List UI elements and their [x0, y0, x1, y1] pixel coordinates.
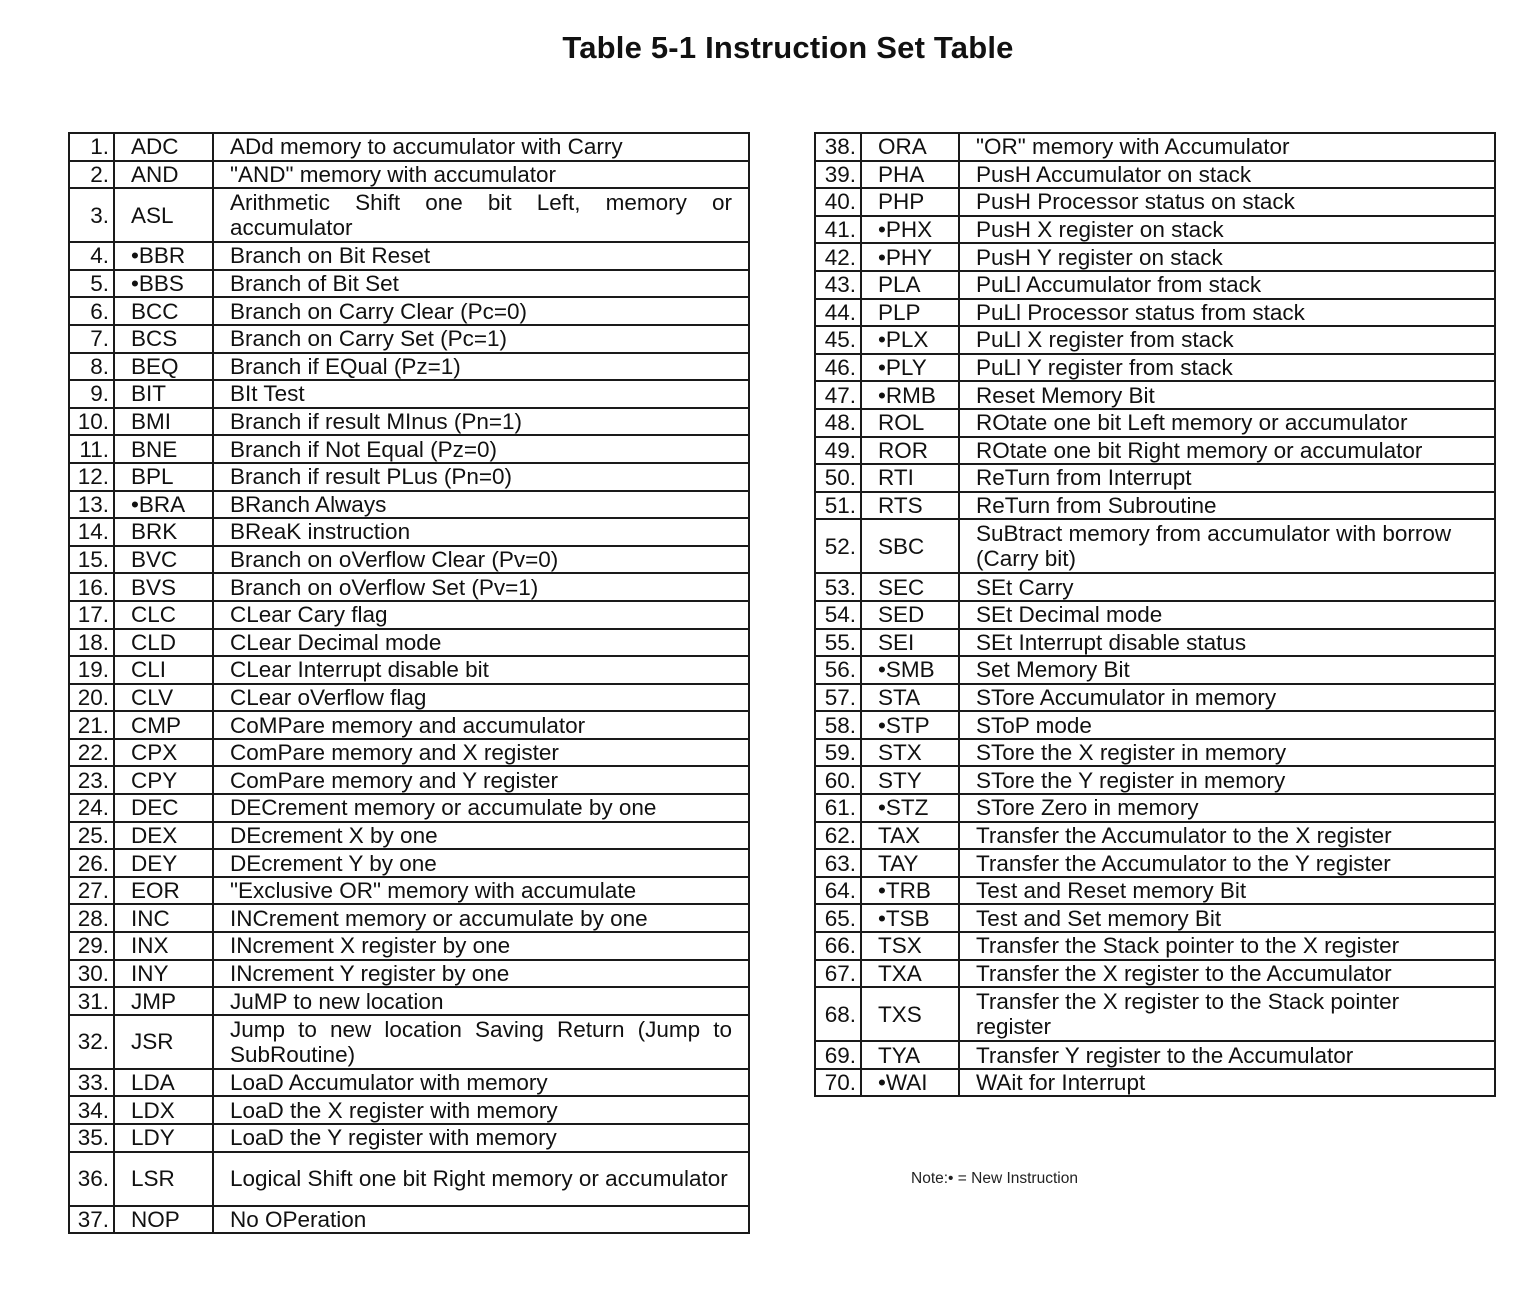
instruction-number: 11.	[69, 435, 114, 463]
instruction-description: No OPeration	[213, 1206, 749, 1234]
instruction-description: SuBtract memory from accumulator with borrow (Carry bit)	[959, 519, 1495, 573]
table-row	[815, 409, 1495, 437]
instruction-description: Set Memory Bit	[959, 656, 1495, 684]
instruction-mnemonic: DEY	[114, 849, 213, 877]
instruction-mnemonic: TSX	[861, 932, 959, 960]
instruction-number: 61.	[815, 794, 861, 822]
instruction-mnemonic: •STZ	[861, 794, 959, 822]
table-row	[815, 1069, 1495, 1097]
table-row	[815, 326, 1495, 354]
instruction-description: SToP mode	[959, 711, 1495, 739]
instruction-number: 66.	[815, 932, 861, 960]
table-row	[69, 822, 749, 850]
instruction-number: 67.	[815, 960, 861, 988]
instruction-description: Transfer the Stack pointer to the X register	[959, 932, 1495, 960]
table-row	[69, 877, 749, 905]
instruction-number: 70.	[815, 1069, 861, 1097]
instruction-description: BReaK instruction	[213, 518, 749, 546]
instruction-number: 59.	[815, 739, 861, 767]
instruction-number: 2.	[69, 161, 114, 189]
instruction-number: 31.	[69, 987, 114, 1015]
table-row	[815, 822, 1495, 850]
instruction-mnemonic: DEC	[114, 794, 213, 822]
instruction-mnemonic: LSR	[114, 1152, 213, 1206]
table-row	[815, 437, 1495, 465]
table-row	[815, 161, 1495, 189]
table-row	[69, 1015, 749, 1069]
instruction-description: CoMPare memory and accumulator	[213, 711, 749, 739]
instruction-description: SEt Carry	[959, 573, 1495, 601]
instruction-number: 28.	[69, 904, 114, 932]
instruction-number: 7.	[69, 325, 114, 353]
instruction-description: Test and Set memory Bit	[959, 904, 1495, 932]
instruction-mnemonic: RTS	[861, 492, 959, 520]
instruction-mnemonic: BCS	[114, 325, 213, 353]
instruction-number: 21.	[69, 711, 114, 739]
table-row	[69, 1206, 749, 1234]
instruction-mnemonic: CLV	[114, 684, 213, 712]
instruction-number: 42.	[815, 243, 861, 271]
table-row	[815, 464, 1495, 492]
instruction-mnemonic: BVS	[114, 573, 213, 601]
instruction-number: 53.	[815, 573, 861, 601]
table-row	[69, 739, 749, 767]
table-row	[69, 518, 749, 546]
instruction-description: INcrement X register by one	[213, 932, 749, 960]
instruction-number: 20.	[69, 684, 114, 712]
instruction-number: 47.	[815, 381, 861, 409]
instruction-number: 57.	[815, 684, 861, 712]
instruction-number: 56.	[815, 656, 861, 684]
instruction-mnemonic: •TSB	[861, 904, 959, 932]
table-row	[815, 877, 1495, 905]
table-row	[815, 216, 1495, 244]
table-row	[69, 188, 749, 242]
instruction-number: 55.	[815, 629, 861, 657]
instruction-number: 8.	[69, 353, 114, 381]
instruction-description: DEcrement X by one	[213, 822, 749, 850]
table-row	[69, 297, 749, 325]
instruction-mnemonic: PLA	[861, 271, 959, 299]
table-row	[815, 849, 1495, 877]
instruction-number: 43.	[815, 271, 861, 299]
table-row	[69, 849, 749, 877]
instruction-description: LoaD Accumulator with memory	[213, 1069, 749, 1097]
instruction-number: 14.	[69, 518, 114, 546]
instruction-mnemonic: NOP	[114, 1206, 213, 1234]
instruction-mnemonic: RTI	[861, 464, 959, 492]
instruction-mnemonic: •STP	[861, 711, 959, 739]
table-row	[815, 684, 1495, 712]
instruction-number: 65.	[815, 904, 861, 932]
instruction-description: Transfer the X register to the Stack pointer register	[959, 987, 1495, 1041]
instruction-mnemonic: ORA	[861, 133, 959, 161]
instruction-description: ROtate one bit Left memory or accumulator	[959, 409, 1495, 437]
table-row	[69, 1096, 749, 1124]
instruction-number: 36.	[69, 1152, 114, 1206]
instruction-description: Branch on oVerflow Set (Pv=1)	[213, 573, 749, 601]
instruction-mnemonic: •SMB	[861, 656, 959, 684]
instruction-description: PusH X register on stack	[959, 216, 1495, 244]
instruction-mnemonic: •PHX	[861, 216, 959, 244]
instruction-mnemonic: ASL	[114, 188, 213, 242]
instruction-description: Branch on Carry Set (Pc=1)	[213, 325, 749, 353]
table-row	[69, 766, 749, 794]
instruction-number: 64.	[815, 877, 861, 905]
instruction-number: 37.	[69, 1206, 114, 1234]
instruction-mnemonic: EOR	[114, 877, 213, 905]
instruction-description: BIt Test	[213, 380, 749, 408]
instruction-number: 46.	[815, 354, 861, 382]
instruction-number: 16.	[69, 573, 114, 601]
instruction-description: STore Accumulator in memory	[959, 684, 1495, 712]
table-body-right	[815, 133, 1495, 1096]
instruction-number: 5.	[69, 270, 114, 298]
table-row	[69, 1152, 749, 1206]
table-row	[69, 491, 749, 519]
table-row	[69, 601, 749, 629]
instruction-description: INcrement Y register by one	[213, 960, 749, 988]
instruction-number: 23.	[69, 766, 114, 794]
instruction-number: 48.	[815, 409, 861, 437]
instruction-description: CLear Decimal mode	[213, 629, 749, 657]
instruction-number: 40.	[815, 188, 861, 216]
table-row	[69, 435, 749, 463]
instruction-description: ReTurn from Subroutine	[959, 492, 1495, 520]
instruction-description: PusH Accumulator on stack	[959, 161, 1495, 189]
instruction-number: 50.	[815, 464, 861, 492]
instruction-number: 45.	[815, 326, 861, 354]
instruction-mnemonic: TYA	[861, 1041, 959, 1069]
table-row	[815, 573, 1495, 601]
instruction-number: 68.	[815, 987, 861, 1041]
table-row	[815, 492, 1495, 520]
instruction-number: 10.	[69, 408, 114, 436]
instruction-mnemonic: JMP	[114, 987, 213, 1015]
instruction-mnemonic: TAY	[861, 849, 959, 877]
instruction-number: 63.	[815, 849, 861, 877]
instruction-mnemonic: SEI	[861, 629, 959, 657]
instruction-mnemonic: AND	[114, 161, 213, 189]
instruction-mnemonic: •RMB	[861, 381, 959, 409]
instruction-mnemonic: SED	[861, 601, 959, 629]
table-row	[815, 271, 1495, 299]
instruction-number: 1.	[69, 133, 114, 161]
table-row	[69, 656, 749, 684]
instruction-number: 38.	[815, 133, 861, 161]
table-row	[69, 270, 749, 298]
instruction-mnemonic: ADC	[114, 133, 213, 161]
instruction-table-left	[68, 132, 750, 1234]
instruction-mnemonic: ROR	[861, 437, 959, 465]
instruction-mnemonic: BNE	[114, 435, 213, 463]
instruction-description: Branch on oVerflow Clear (Pv=0)	[213, 546, 749, 574]
instruction-mnemonic: BCC	[114, 297, 213, 325]
instruction-description: PuLl X register from stack	[959, 326, 1495, 354]
instruction-mnemonic: PHA	[861, 161, 959, 189]
instruction-number: 13.	[69, 491, 114, 519]
instruction-number: 34.	[69, 1096, 114, 1124]
instruction-number: 69.	[815, 1041, 861, 1069]
instruction-description: Branch if Not Equal (Pz=0)	[213, 435, 749, 463]
instruction-mnemonic: LDY	[114, 1124, 213, 1152]
footnote-new-instruction: Note:• = New Instruction	[911, 1170, 1078, 1187]
instruction-description: STore the Y register in memory	[959, 766, 1495, 794]
instruction-description: Transfer the Accumulator to the Y register	[959, 849, 1495, 877]
instruction-number: 51.	[815, 492, 861, 520]
table-row	[69, 463, 749, 491]
instruction-mnemonic: CLD	[114, 629, 213, 657]
instruction-mnemonic: INC	[114, 904, 213, 932]
instruction-description: Jump to new location Saving Return (Jump to SubRoutine)	[213, 1015, 749, 1069]
table-row	[69, 960, 749, 988]
table-row	[69, 904, 749, 932]
instruction-description: ROtate one bit Right memory or accumulator	[959, 437, 1495, 465]
instruction-description: SEt Interrupt disable status	[959, 629, 1495, 657]
table-row	[815, 904, 1495, 932]
instruction-mnemonic: •TRB	[861, 877, 959, 905]
instruction-description: LoaD the X register with memory	[213, 1096, 749, 1124]
instruction-mnemonic: •BBS	[114, 270, 213, 298]
table-row	[69, 1069, 749, 1097]
instruction-mnemonic: DEX	[114, 822, 213, 850]
instruction-description: LoaD the Y register with memory	[213, 1124, 749, 1152]
instruction-mnemonic: •PHY	[861, 243, 959, 271]
table-row	[815, 1041, 1495, 1069]
table-row	[815, 188, 1495, 216]
instruction-number: 24.	[69, 794, 114, 822]
instruction-mnemonic: BIT	[114, 380, 213, 408]
instruction-number: 52.	[815, 519, 861, 573]
instruction-mnemonic: ROL	[861, 409, 959, 437]
instruction-description: Branch on Bit Reset	[213, 242, 749, 270]
instruction-description: Arithmetic Shift one bit Left, memory or accumulator	[213, 188, 749, 242]
instruction-mnemonic: PLP	[861, 299, 959, 327]
instruction-description: Branch if result MInus (Pn=1)	[213, 408, 749, 436]
table-body-left	[69, 133, 749, 1233]
instruction-mnemonic: BEQ	[114, 353, 213, 381]
instruction-mnemonic: STX	[861, 739, 959, 767]
instruction-description: Reset Memory Bit	[959, 381, 1495, 409]
instruction-number: 62.	[815, 822, 861, 850]
instruction-mnemonic: PHP	[861, 188, 959, 216]
table-row	[69, 546, 749, 574]
table-row	[69, 629, 749, 657]
table-row	[69, 133, 749, 161]
instruction-description: CLear Cary flag	[213, 601, 749, 629]
instruction-description: PuLl Accumulator from stack	[959, 271, 1495, 299]
instruction-description: INCrement memory or accumulate by one	[213, 904, 749, 932]
instruction-number: 33.	[69, 1069, 114, 1097]
instruction-mnemonic: JSR	[114, 1015, 213, 1069]
instruction-number: 54.	[815, 601, 861, 629]
instruction-number: 25.	[69, 822, 114, 850]
table-row	[69, 684, 749, 712]
instruction-description: JuMP to new location	[213, 987, 749, 1015]
table-row	[69, 711, 749, 739]
table-row	[815, 794, 1495, 822]
table-row	[69, 987, 749, 1015]
instruction-description: PusH Processor status on stack	[959, 188, 1495, 216]
instruction-number: 60.	[815, 766, 861, 794]
instruction-mnemonic: •PLY	[861, 354, 959, 382]
instruction-number: 3.	[69, 188, 114, 242]
instruction-description: Branch on Carry Clear (Pc=0)	[213, 297, 749, 325]
table-row	[815, 987, 1495, 1041]
table-row	[69, 242, 749, 270]
instruction-number: 17.	[69, 601, 114, 629]
instruction-mnemonic: INX	[114, 932, 213, 960]
instruction-mnemonic: BRK	[114, 518, 213, 546]
instruction-description: ReTurn from Interrupt	[959, 464, 1495, 492]
instruction-mnemonic: TXS	[861, 987, 959, 1041]
instruction-mnemonic: BPL	[114, 463, 213, 491]
instruction-description: BRanch Always	[213, 491, 749, 519]
table-row	[69, 1124, 749, 1152]
table-row	[69, 932, 749, 960]
instruction-number: 4.	[69, 242, 114, 270]
instruction-description: WAit for Interrupt	[959, 1069, 1495, 1097]
instruction-number: 41.	[815, 216, 861, 244]
instruction-number: 12.	[69, 463, 114, 491]
instruction-mnemonic: CPY	[114, 766, 213, 794]
instruction-mnemonic: SEC	[861, 573, 959, 601]
instruction-mnemonic: BVC	[114, 546, 213, 574]
instruction-mnemonic: CLI	[114, 656, 213, 684]
instruction-mnemonic: CLC	[114, 601, 213, 629]
instruction-mnemonic: STY	[861, 766, 959, 794]
instruction-description: Transfer Y register to the Accumulator	[959, 1041, 1495, 1069]
instruction-description: Logical Shift one bit Right memory or accumulator	[213, 1152, 749, 1206]
instruction-description: "OR" memory with Accumulator	[959, 133, 1495, 161]
instruction-number: 29.	[69, 932, 114, 960]
instruction-description: Branch of Bit Set	[213, 270, 749, 298]
table-row	[69, 353, 749, 381]
instruction-description: STore the X register in memory	[959, 739, 1495, 767]
instruction-number: 26.	[69, 849, 114, 877]
instruction-mnemonic: LDX	[114, 1096, 213, 1124]
instruction-mnemonic: CPX	[114, 739, 213, 767]
instruction-description: SEt Decimal mode	[959, 601, 1495, 629]
instruction-description: Branch if EQual (Pz=1)	[213, 353, 749, 381]
instruction-description: Transfer the Accumulator to the X register	[959, 822, 1495, 850]
instruction-mnemonic: BMI	[114, 408, 213, 436]
table-row	[815, 601, 1495, 629]
instruction-number: 9.	[69, 380, 114, 408]
instruction-table-right	[814, 132, 1496, 1097]
instruction-description: "AND" memory with accumulator	[213, 161, 749, 189]
instruction-description: ComPare memory and Y register	[213, 766, 749, 794]
instruction-number: 15.	[69, 546, 114, 574]
instruction-description: ADd memory to accumulator with Carry	[213, 133, 749, 161]
instruction-number: 39.	[815, 161, 861, 189]
instruction-number: 6.	[69, 297, 114, 325]
instruction-mnemonic: •WAI	[861, 1069, 959, 1097]
instruction-mnemonic: INY	[114, 960, 213, 988]
instruction-mnemonic: SBC	[861, 519, 959, 573]
table-row	[815, 354, 1495, 382]
instruction-number: 27.	[69, 877, 114, 905]
instruction-description: DECrement memory or accumulate by one	[213, 794, 749, 822]
instruction-number: 19.	[69, 656, 114, 684]
instruction-number: 32.	[69, 1015, 114, 1069]
instruction-description: CLear Interrupt disable bit	[213, 656, 749, 684]
instruction-description: "Exclusive OR" memory with accumulate	[213, 877, 749, 905]
instruction-mnemonic: •PLX	[861, 326, 959, 354]
table-row	[815, 711, 1495, 739]
instruction-description: STore Zero in memory	[959, 794, 1495, 822]
instruction-description: PuLl Y register from stack	[959, 354, 1495, 382]
table-row	[69, 161, 749, 189]
instruction-description: ComPare memory and X register	[213, 739, 749, 767]
table-row	[815, 739, 1495, 767]
instruction-mnemonic: TXA	[861, 960, 959, 988]
instruction-description: CLear oVerflow flag	[213, 684, 749, 712]
table-row	[815, 381, 1495, 409]
instruction-mnemonic: •BRA	[114, 491, 213, 519]
instruction-mnemonic: STA	[861, 684, 959, 712]
table-row	[69, 325, 749, 353]
instruction-number: 22.	[69, 739, 114, 767]
table-row	[69, 380, 749, 408]
instruction-description: Branch if result PLus (Pn=0)	[213, 463, 749, 491]
page-title: Table 5-1 Instruction Set Table	[562, 30, 1014, 65]
table-row	[815, 766, 1495, 794]
instruction-number: 58.	[815, 711, 861, 739]
instruction-mnemonic: LDA	[114, 1069, 213, 1097]
instruction-mnemonic: •BBR	[114, 242, 213, 270]
table-row	[815, 656, 1495, 684]
table-row	[815, 960, 1495, 988]
instruction-mnemonic: TAX	[861, 822, 959, 850]
table-row	[69, 794, 749, 822]
instruction-number: 49.	[815, 437, 861, 465]
table-row	[815, 133, 1495, 161]
instruction-mnemonic: CMP	[114, 711, 213, 739]
instruction-description: PusH Y register on stack	[959, 243, 1495, 271]
instruction-description: DEcrement Y by one	[213, 849, 749, 877]
table-row	[815, 932, 1495, 960]
instruction-number: 18.	[69, 629, 114, 657]
table-row	[815, 299, 1495, 327]
instruction-number: 44.	[815, 299, 861, 327]
table-row	[69, 573, 749, 601]
table-row	[69, 408, 749, 436]
table-row	[815, 519, 1495, 573]
instruction-description: Test and Reset memory Bit	[959, 877, 1495, 905]
instruction-number: 35.	[69, 1124, 114, 1152]
instruction-description: PuLl Processor status from stack	[959, 299, 1495, 327]
instruction-description: Transfer the X register to the Accumulator	[959, 960, 1495, 988]
instruction-number: 30.	[69, 960, 114, 988]
table-row	[815, 629, 1495, 657]
table-row	[815, 243, 1495, 271]
